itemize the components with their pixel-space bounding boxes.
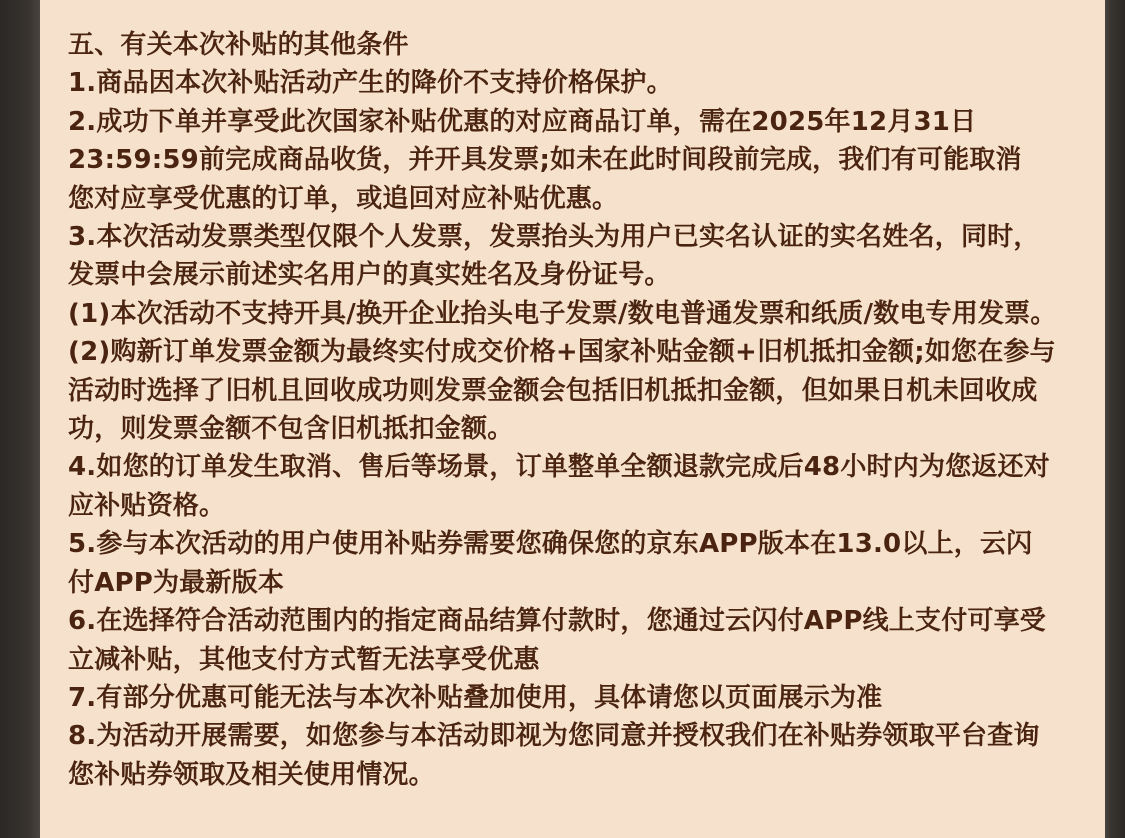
section-heading: 五、有关本次补贴的其他条件: [68, 30, 409, 60]
term-line: 8.为活动开展需要，如您参与本活动即视为您同意并授权我们在补贴券领取平台查询: [68, 721, 1040, 752]
term-line: 5.参与本次活动的用户使用补贴券需要您确保您的京东APP版本在13.0以上，云闪: [68, 529, 1033, 560]
term-line: 3.本次活动发票类型仅限个人发票，发票抬头为用户已实名认证的实名姓名，同时，: [68, 222, 1040, 253]
term-line: 应补贴资格。: [68, 490, 226, 521]
left-dark-border: [0, 0, 40, 838]
term-line: (2)购新订单发票金额为最终实付成交价格+国家补贴金额+旧机抵扣金额;如您在参与: [68, 337, 1056, 368]
term-line: (1)本次活动不支持开具/换开企业抬头电子发票/数电普通发票和纸质/数电专用发票。: [68, 298, 1057, 329]
term-line: 活动时选择了旧机且回收成功则发票金额会包括旧机抵扣金额，但如果日机未回收成: [68, 375, 1038, 406]
term-line: 4.如您的订单发生取消、售后等场景，订单整单全额退款完成后48小时内为您返还对: [68, 452, 1050, 483]
term-line: 7.有部分优惠可能无法与本次补贴叠加使用，具体请您以页面展示为准: [68, 682, 883, 713]
term-line: 您补贴券领取及相关使用情况。: [68, 759, 435, 790]
term-line: 您对应享受优惠的订单，或追回对应补贴优惠。: [68, 183, 619, 214]
term-line: 2.成功下单并享受此次国家补贴优惠的对应商品订单，需在2025年12月31日: [68, 106, 977, 137]
term-line: 立减补贴，其他支付方式暂无法享受优惠: [68, 644, 540, 675]
terms-panel: [40, 0, 1105, 838]
term-line: 23:59:59前完成商品收货，并开具发票;如未在此时间段前完成，我们有可能取消: [68, 145, 1022, 176]
term-line: 1.商品因本次补贴活动产生的降价不支持价格保护。: [68, 68, 673, 99]
term-line: 6.在选择符合活动范围内的指定商品结算付款时，您通过云闪付APP线上支付可享受: [68, 606, 1047, 637]
term-line: 功，则发票金额不包含旧机抵扣金额。: [68, 414, 514, 445]
terms-content: [68, 26, 1088, 794]
term-line: 发票中会展示前述实名用户的真实姓名及身份证号。: [68, 260, 671, 291]
right-dark-border: [1105, 0, 1125, 838]
term-line: 付APP为最新版本: [68, 567, 285, 598]
